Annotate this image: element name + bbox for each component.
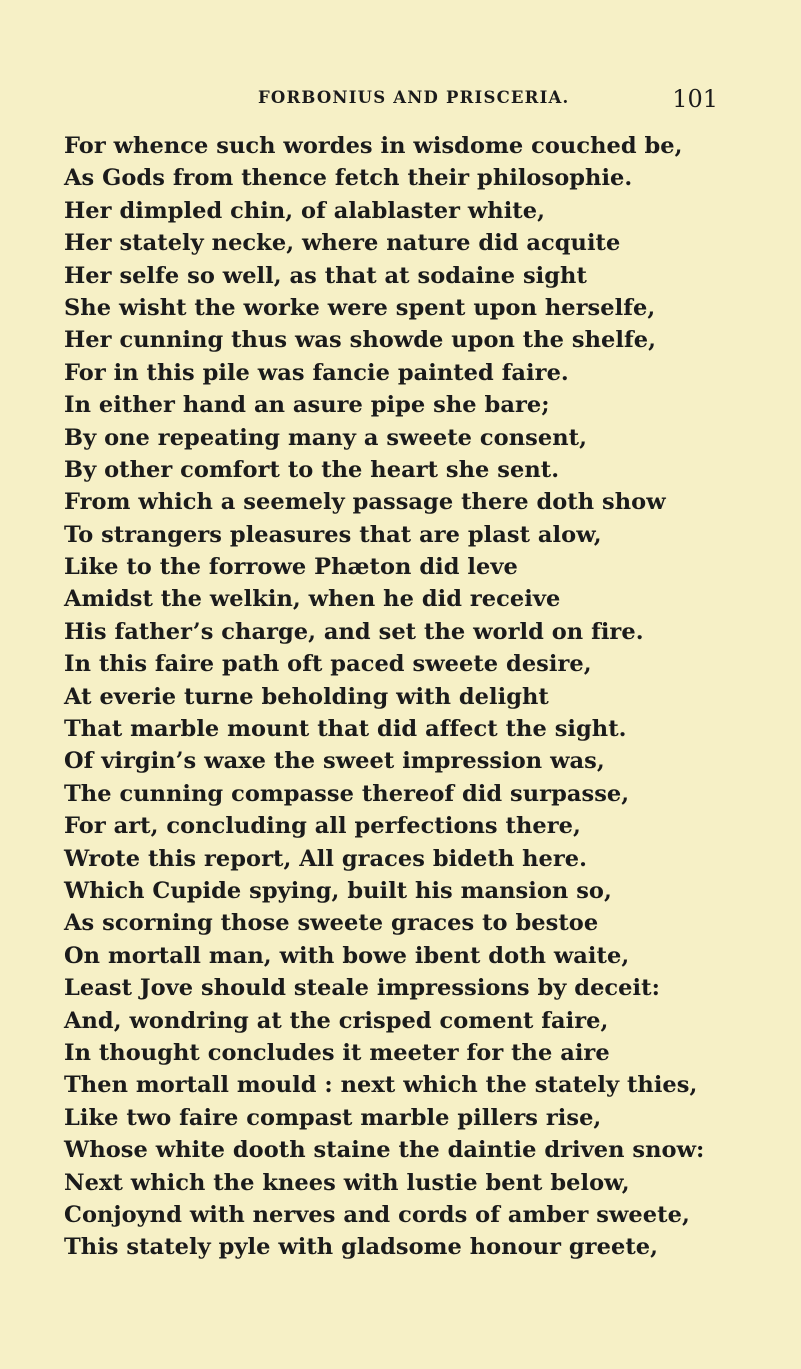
poem-line: Whose white dooth staine the daintie driven snow:: [64, 1137, 705, 1164]
running-title: FORBONIUS AND PRISCERIA.: [258, 88, 570, 107]
poem-line: Which Cupide spying, built his mansion so,: [64, 877, 612, 904]
running-head: [258, 85, 718, 116]
poem-line: This stately pyle with gladsome honour greete,: [64, 1234, 659, 1261]
poem-line: To strangers pleasures that are plast alow,: [64, 521, 602, 548]
poem-line: Conjoynd with nerves and cords of amber sweete,: [64, 1201, 690, 1228]
poem-line: She wisht the worke were spent upon herselfe,: [64, 294, 656, 321]
poem-line: As scorning those sweete graces to bestoe: [64, 910, 599, 937]
poem-line: Next which the knees with lustie bent below,: [64, 1169, 630, 1196]
poem-line: On mortall man, with bowe ibent doth waite,: [64, 942, 630, 969]
page-number: 101: [672, 85, 718, 113]
poem-line: In either hand an asure pipe she bare;: [64, 392, 550, 419]
poem-line: Like two faire compast marble pillers rise,: [64, 1104, 602, 1131]
poem-line: By other comfort to the heart she sent.: [64, 456, 560, 483]
poem-line: At everie turne beholding with delight: [64, 683, 549, 710]
poem-line: Her dimpled chin, of alablaster white,: [64, 197, 546, 224]
poem-line: In this faire path oft paced sweete desire,: [64, 651, 592, 678]
poem-line: The cunning compasse thereof did surpasse,: [64, 780, 630, 807]
poem-line: That marble mount that did affect the sight.: [64, 716, 627, 743]
poem-line: Her stately necke, where nature did acquite: [64, 230, 621, 257]
poem-line: Of virgin’s waxe the sweet impression was,: [64, 748, 605, 775]
poem-line: And, wondring at the crisped coment faire,: [64, 1007, 609, 1034]
poem-line: As Gods from thence fetch their philosophie.: [64, 165, 633, 192]
poem-line: For in this pile was fancie painted faire.: [64, 359, 569, 386]
poem-line: Amidst the welkin, when he did receive: [64, 586, 561, 613]
poem-line: Her cunning thus was showde upon the shelfe,: [64, 327, 656, 354]
poem-text: [64, 130, 780, 1264]
poem-line: Wrote this report, All graces bideth here.: [64, 845, 588, 872]
poem-line: Like to the forrowe Phæton did leve: [64, 554, 518, 581]
poem-line: Her selfe so well, as that at sodaine sight: [64, 262, 587, 289]
poem-line: For art, concluding all perfections there,: [64, 813, 581, 840]
poem-line: Then mortall mould : next which the stately thies,: [64, 1072, 698, 1099]
poem-line: His father’s charge, and set the world on fire.: [64, 618, 644, 645]
poem-line: By one repeating many a sweete consent,: [64, 424, 587, 451]
poem-line: Least Jove should steale impressions by deceit:: [64, 975, 660, 1002]
poem-line: From which a seemely passage there doth show: [64, 489, 666, 516]
poem-line: In thought concludes it meeter for the aire: [64, 1039, 610, 1066]
poem-line: For whence such wordes in wisdome couched be,: [64, 133, 683, 159]
